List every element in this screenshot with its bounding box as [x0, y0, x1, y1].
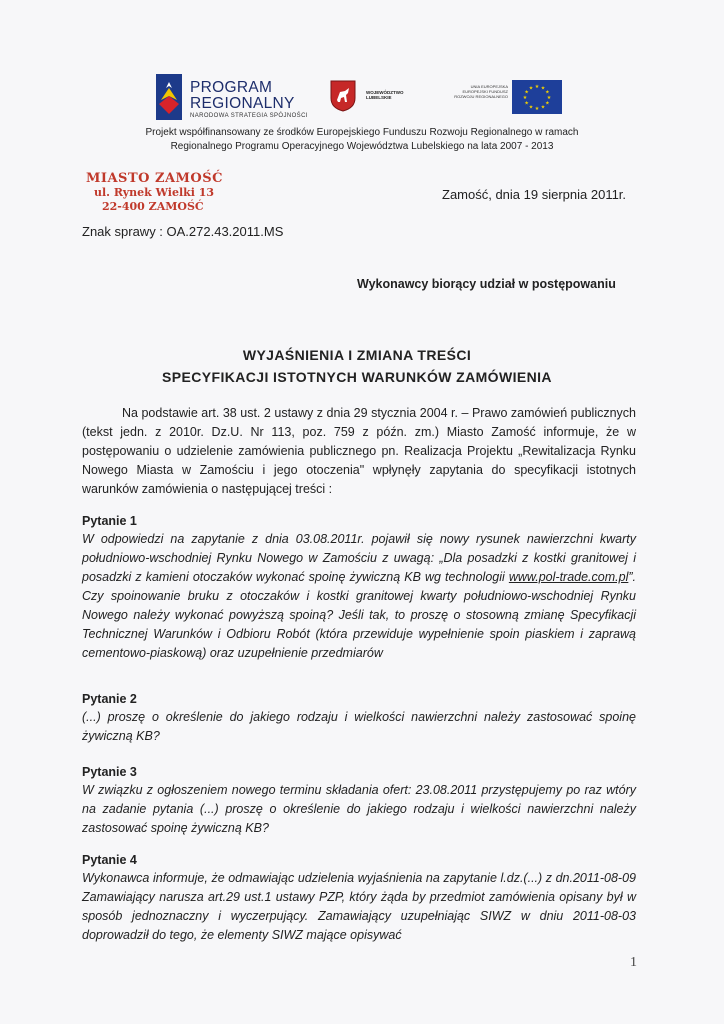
region-logo-text-2: LUBELSKIE [366, 95, 392, 100]
lubelskie-coat-of-arms-icon [330, 80, 356, 112]
eu-text-1: UNIA EUROPEJSKA [470, 84, 508, 89]
question-3-heading: Pytanie 3 [82, 765, 137, 779]
question-3-text: W związku z ogłoszeniem nowego terminu składania ofert: 23.08.2011 przystępujemy po raz wtóry na zadanie pytania (...) proszę o określenie do jakiego rodzaju i wielkości nawierzchni należy zastosować spoinę żywiczną KB? [82, 783, 636, 835]
question-1-heading: Pytanie 1 [82, 514, 137, 528]
question-4-text: Wykonawca informuje, że odmawiając udzielenia wyjaśnienia na zapytanie l.dz.(...) z dn.2011-08-09 Zamawiający narusza art.29 ust.1 ustawy PZP, który żąda by przedmiot zamówienia opisany był w sposób jednoznaczny i wyczerpujący. Zamawiający uzupełniając SIWZ w dniu 2011-08-03 doprowadził do tego, że elementy SIWZ mające opisywać [82, 871, 636, 942]
svg-text:★: ★ [546, 95, 552, 101]
program-logo-line1: PROGRAM [190, 79, 273, 96]
cofinancing-line1: Projekt współfinansowany ze środków Europejskiego Funduszu Rozwoju Regionalnego w ramach [145, 127, 579, 138]
reference-number: Znak sprawy : OA.272.43.2011.MS [82, 224, 284, 239]
program-logo-line2: REGIONALNY [190, 95, 295, 112]
page-number: 1 [630, 955, 637, 970]
stamp-line2: ul. Rynek Wielki 13 [94, 186, 215, 199]
program-regionalny-emblem-icon [156, 74, 182, 120]
stamp-line3: 22-400 ZAMOŚĆ [102, 200, 204, 213]
svg-text:★: ★ [524, 100, 529, 107]
title-line2: SPECYFIKACJI ISTOTNYCH WARUNKÓW ZAMÓWIENIA [162, 369, 552, 385]
svg-text:★: ★ [524, 89, 529, 96]
question-1-text-start: W odpowiedzi na zapytanie z dnia 03.08.2011r. pojawił się nowy rysunek nawierzchni kwarty południowo-wschodniej Rynku Nowego w Zamościu z uwagą: „Dla posadzki z kostki granitowej i posadzki z kamieni otoczaków wykonać spoinę żywiczną KB wg technologii [82, 532, 636, 584]
city-stamp [86, 172, 223, 214]
title-line1: WYJAŚNIENIA I ZMIANA TREŚCI [242, 347, 472, 363]
cofinancing-note [100, 126, 624, 154]
question-4-heading: Pytanie 4 [82, 853, 137, 867]
cofinancing-line2: Regionalnego Programu Operacyjnego Województwa Lubelskiego na lata 2007 - 2013 [170, 141, 554, 152]
document-title [82, 344, 632, 388]
program-regionalny-logo [156, 74, 326, 122]
program-logo-subtitle: NARODOWA STRATEGIA SPÓJNOŚCI [190, 113, 308, 119]
question-2-text: (...) proszę o określenie do jakiego rodzaju i wielkości nawierzchni należy zastosować spoinę żywiczną KB? [82, 710, 636, 743]
recipient: Wykonawcy biorący udział w postępowaniu [357, 277, 616, 291]
svg-text:★: ★ [522, 95, 528, 101]
eu-flag-icon [512, 80, 562, 114]
eu-text-2: EUROPEJSKI FUNDUSZ [462, 89, 508, 94]
region-logo-text-1: WOJEWÓDZTWO [366, 90, 404, 95]
place-date: Zamość, dnia 19 sierpnia 2011r. [442, 187, 627, 202]
eu-text-3: ROZWOJU REGIONALNEGO [454, 94, 508, 99]
svg-text:★: ★ [540, 104, 546, 111]
svg-text:★: ★ [534, 84, 540, 90]
stamp-line1: MIASTO ZAMOŚĆ [86, 171, 223, 186]
lubelskie-logo [330, 80, 430, 112]
question-2-heading: Pytanie 2 [82, 692, 137, 706]
svg-text:★: ★ [534, 106, 540, 112]
svg-text:★: ★ [528, 104, 534, 111]
intro-paragraph: Na podstawie art. 38 ust. 2 ustawy z dnia 29 stycznia 2004 r. – Prawo zamówień publicznych (tekst jedn. z 2010r. Dz.U. Nr 113, poz. 759 z późn. zm.) Miasto Zamość informuje, że w postępowaniu o udzielenie zamówienia publicznego pn. Realizacja Projektu „Rewitalizacja Rynku Nowego Miasta w Zamościu i jego otoczenia" wpłynęły zapytania do specyfikacji istotnych warunków zamówienia o następującej treści : [82, 406, 636, 496]
question-1-text [82, 530, 636, 663]
svg-text:★: ★ [528, 85, 534, 92]
question-1-text-end: ”. Czy spoinowanie bruku z otoczaków i kostki granitowej kwarty południowo-wschodniej Rynku Nowego należy wykonać powyższą spoiną? Jeśli tak, to proszę o stosowną zmianę Specyfikacji Technicznej Warunków i Odbioru Robót (która przewiduje wypełnienie spoin piaskiem i zaprawą cementowo-piaskową) oraz uzupełnienie przedmiarów [82, 570, 636, 660]
pol-trade-link[interactable]: www.pol-trade.com.pl [508, 570, 629, 584]
svg-text:★: ★ [545, 100, 550, 107]
eu-logo [436, 80, 564, 114]
svg-text:★: ★ [540, 85, 546, 92]
svg-text:★: ★ [545, 89, 550, 96]
